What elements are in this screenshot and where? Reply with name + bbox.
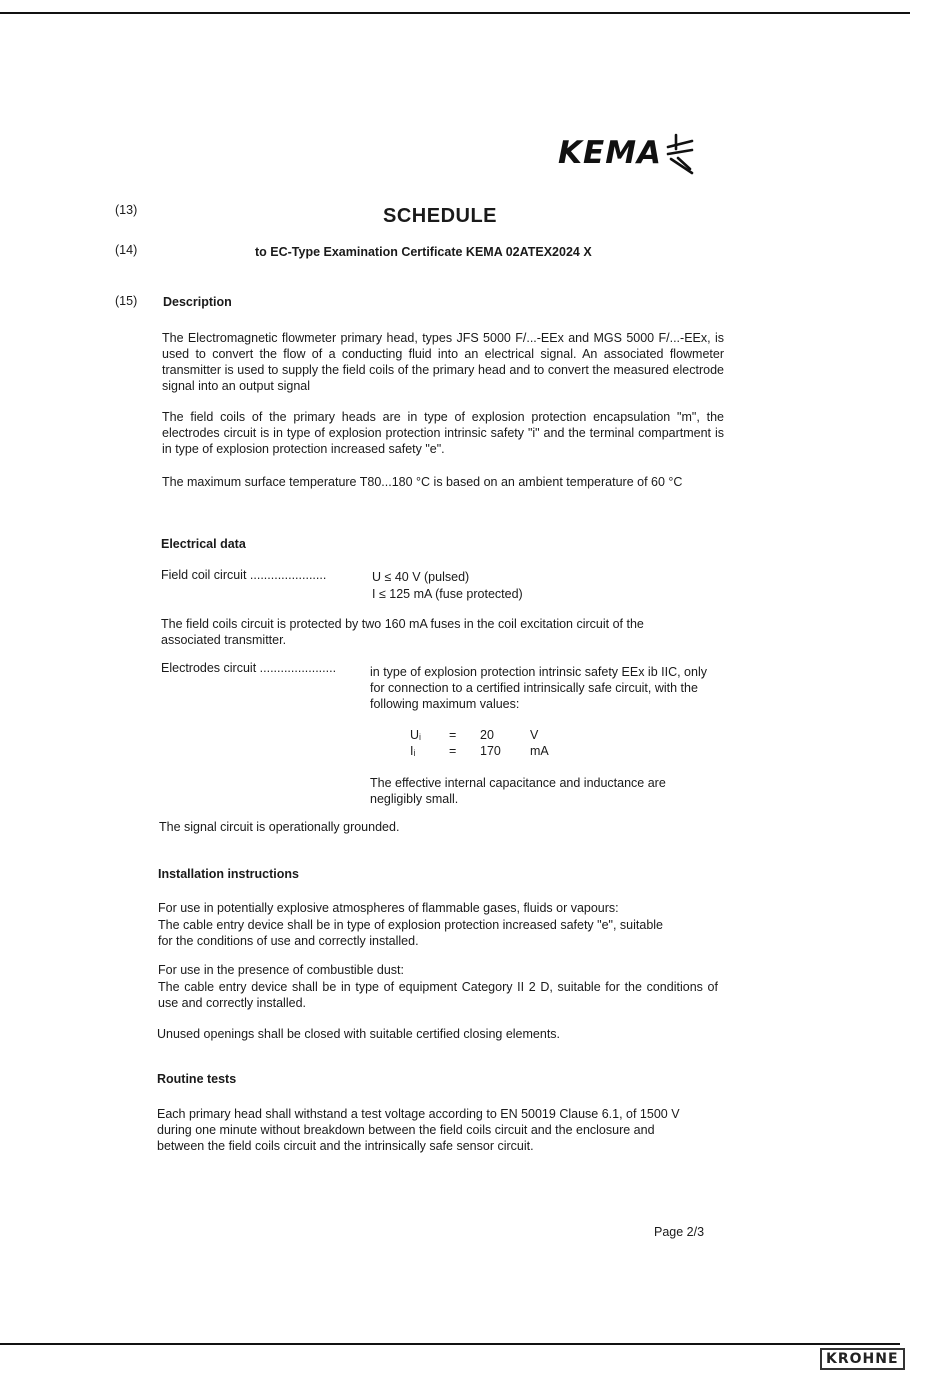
ui-unit: V xyxy=(530,728,539,742)
certificate-subtitle: to EC-Type Examination Certificate KEMA 02ATEX2024 X xyxy=(255,245,592,259)
field-coil-note: The field coils circuit is protected by two 160 mA fuses in the coil excitation circuit of the associated transmitter. xyxy=(161,617,644,647)
kema-logo xyxy=(558,133,703,177)
routine-tests-text: Each primary head shall withstand a test voltage according to EN 50019 Clause 6.1, of 1500 V during one minute without breakdown between the field coils circuit and the enclosure and between the field coils circuit and the intrinsically safe sensor circuit. xyxy=(157,1107,680,1153)
signal-circuit-note: The signal circuit is operationally grounded. xyxy=(159,820,400,834)
installation-heading: Installation instructions xyxy=(158,867,299,881)
electrodes-description: in type of explosion protection intrinsic safety EEx ib IIC, only for connection to a certified intrinsically safe circuit, with the following maximum values: xyxy=(370,665,707,711)
kema-logo-text: KEMA xyxy=(558,135,663,171)
ui-value: 20 xyxy=(480,728,494,742)
capacitance-note: The effective internal capacitance and inductance are negligibly small. xyxy=(370,776,666,806)
field-coil-label: Field coil circuit ...................... xyxy=(161,568,327,582)
unused-openings-note: Unused openings shall be closed with suitable certified closing elements. xyxy=(157,1027,561,1041)
routine-tests-heading: Routine tests xyxy=(157,1072,237,1086)
top-rule xyxy=(0,12,910,14)
bottom-rule xyxy=(0,1343,900,1345)
field-coil-current: I ≤ 125 mA (fuse protected) xyxy=(372,587,523,601)
description-paragraph-1: The Electromagnetic flowmeter primary head, types JFS 5000 F/...-EEx and MGS 5000 F/...-EEx, is used to convert the flow of a conducting fluid into an electrical signal. An associated flowmeter transmitter is used to supply the field coils of the primary head and to convert the measured electrode signal into an output signal xyxy=(162,331,724,393)
ii-unit: mA xyxy=(530,744,549,758)
ii-value: 170 xyxy=(480,744,501,758)
page-number: Page 2/3 xyxy=(654,1225,705,1239)
section-number-15: (15) xyxy=(115,294,138,308)
gases-intro: For use in potentially explosive atmospheres of flammable gases, fluids or vapours: xyxy=(158,901,619,915)
electrical-data-heading: Electrical data xyxy=(161,537,246,551)
kema-lightning-icon xyxy=(666,133,698,177)
ui-symbol: Uᵢ xyxy=(410,728,421,742)
ii-symbol: Iᵢ xyxy=(410,744,416,758)
description-heading: Description xyxy=(163,295,232,309)
dust-text: The cable entry device shall be in type of equipment Category II 2 D, suitable for the conditions of use and correctly installed. xyxy=(158,980,718,1010)
krohne-logo: KROHNE xyxy=(820,1348,905,1370)
section-number-13: (13) xyxy=(115,203,138,217)
field-coil-voltage: U ≤ 40 V (pulsed) xyxy=(372,570,470,584)
ui-equals: = xyxy=(449,728,457,742)
ii-equals: = xyxy=(449,744,457,758)
page-title: SCHEDULE xyxy=(383,205,498,227)
electrodes-label: Electrodes circuit ...................... xyxy=(161,661,337,675)
dust-intro: For use in the presence of combustible dust: xyxy=(158,963,404,977)
description-paragraph-3: The maximum surface temperature T80...180 °C is based on an ambient temperature of 60 °C xyxy=(162,475,683,489)
section-number-14: (14) xyxy=(115,243,138,257)
gases-text: The cable entry device shall be in type of explosion protection increased safety "e", suitable for the conditions of use and correctly installed. xyxy=(158,918,663,948)
description-paragraph-2: The field coils of the primary heads are in type of explosion protection encapsulation "m", the electrodes circuit is in type of explosion protection intrinsic safety "i" and the terminal compartment is in type of explosion protection increased safety "e". xyxy=(162,410,724,456)
